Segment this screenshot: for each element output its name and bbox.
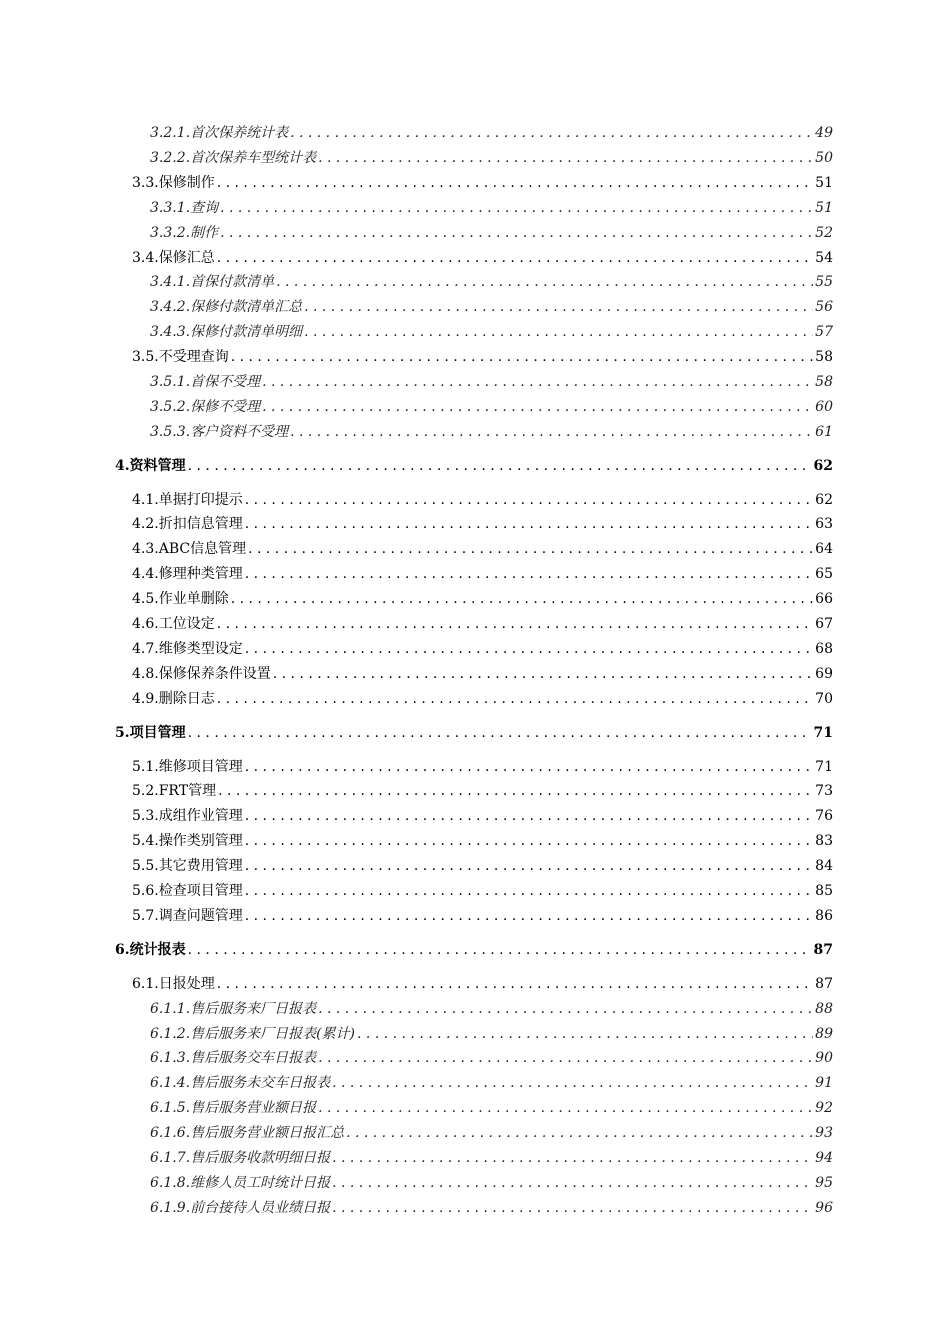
- toc-entry-number: 3.4.3.: [150, 324, 191, 340]
- dot-leader: [245, 905, 813, 927]
- toc-entry-number: 5.6.: [132, 883, 159, 899]
- toc-entry-page: 89: [815, 1026, 833, 1042]
- toc-entry-number: 6.1.: [132, 976, 159, 992]
- toc-entry-title: 售后服务来厂日报表: [190, 1001, 317, 1017]
- dot-leader: [245, 638, 813, 660]
- dot-leader: [188, 722, 812, 744]
- toc-entry-page: 73: [815, 783, 833, 799]
- toc-entry-page: 58: [815, 349, 833, 365]
- dot-leader: [332, 1197, 813, 1219]
- toc-entry-number: 6.1.7.: [150, 1150, 191, 1166]
- toc-entry-page: 64: [815, 541, 833, 557]
- toc-entry-number: 3.3.2.: [150, 225, 191, 241]
- toc-entry-page: 93: [815, 1125, 833, 1141]
- toc-entry-number: 6.1.3.: [150, 1050, 191, 1066]
- toc-entry-page: 87: [815, 976, 833, 992]
- toc-entry[interactable]: [132, 513, 833, 535]
- toc-entry-title: 首次保养车型统计表: [190, 150, 317, 166]
- dot-leader: [290, 421, 813, 443]
- toc-entry-number: 3.5.3.: [150, 424, 191, 440]
- toc-entry-page: 85: [815, 883, 833, 899]
- toc-entry-page: 50: [815, 150, 833, 166]
- dot-leader: [188, 455, 812, 477]
- toc-entry-number: 3.3.: [132, 175, 159, 191]
- toc-entry[interactable]: [132, 830, 833, 852]
- toc-entry-title: 制作: [190, 225, 219, 241]
- toc-entry-number: 5.7.: [132, 908, 159, 924]
- toc-entry-title: 首保付款清单: [190, 274, 275, 290]
- toc-entry-number: 5.3.: [132, 808, 159, 824]
- toc-entry-page: 67: [815, 616, 833, 632]
- dot-leader: [220, 197, 813, 219]
- dot-leader: [290, 122, 813, 144]
- toc-entry-page: 70: [815, 691, 833, 707]
- toc-entry[interactable]: [115, 455, 833, 477]
- dot-leader: [245, 756, 813, 778]
- toc-entry[interactable]: [150, 1072, 833, 1094]
- toc-entry-number: 5.4.: [132, 833, 159, 849]
- toc-entry-number: 3.4.2.: [150, 299, 191, 315]
- dot-leader: [245, 563, 813, 585]
- dot-leader: [318, 1097, 813, 1119]
- toc-entry-number: 5.2.: [132, 783, 159, 799]
- toc-entry-number: 3.5.2.: [150, 399, 191, 415]
- toc-entry[interactable]: [132, 805, 833, 827]
- toc-entry[interactable]: [150, 197, 833, 219]
- toc-entry-number: 4.8.: [132, 666, 159, 682]
- toc-entry-title: 成组作业管理: [158, 808, 243, 824]
- dot-leader: [231, 346, 813, 368]
- toc-entry[interactable]: [132, 563, 833, 585]
- toc-entry-title: 首保不受理: [190, 374, 261, 390]
- dot-leader: [217, 688, 813, 710]
- dot-leader: [245, 805, 813, 827]
- toc-entry-number: 6.1.6.: [150, 1125, 191, 1141]
- toc-entry-title: 保修保养条件设置: [158, 666, 271, 682]
- toc-entry-title: 项目管理: [129, 725, 186, 741]
- toc-entry-title: 售后服务来厂日报表(累计): [190, 1026, 356, 1042]
- toc-entry[interactable]: [132, 538, 833, 560]
- toc-entry-title: 检查项目管理: [158, 883, 243, 899]
- toc-entry[interactable]: [132, 663, 833, 685]
- toc-entry[interactable]: [150, 1122, 833, 1144]
- dot-leader: [262, 371, 813, 393]
- toc-entry-page: 63: [815, 516, 833, 532]
- toc-entry[interactable]: [150, 147, 833, 169]
- toc-entry-title: 售后服务未交车日报表: [190, 1075, 331, 1091]
- toc-entry-title: 单据打印提示: [158, 492, 243, 508]
- dot-leader: [245, 855, 813, 877]
- toc-entry-title: FRT管理: [158, 783, 217, 799]
- toc-entry-page: 65: [815, 566, 833, 582]
- toc-entry-title: 保修付款清单汇总: [190, 299, 303, 315]
- dot-leader: [217, 613, 813, 635]
- toc-entry-title: 统计报表: [129, 942, 186, 958]
- toc-entry[interactable]: [132, 613, 833, 635]
- toc-entry[interactable]: [132, 973, 833, 995]
- dot-leader: [248, 538, 813, 560]
- dot-leader: [318, 998, 813, 1020]
- dot-leader: [245, 830, 813, 852]
- toc-entry[interactable]: [132, 880, 833, 902]
- toc-entry-title: 售后服务收款明细日报: [190, 1150, 331, 1166]
- toc-entry-page: 71: [813, 725, 833, 741]
- toc-entry-title: 不受理查询: [158, 349, 229, 365]
- toc-entry[interactable]: [150, 122, 833, 144]
- toc-entry-title: 资料管理: [129, 458, 186, 474]
- toc-entry[interactable]: [132, 905, 833, 927]
- toc-entry[interactable]: [132, 588, 833, 610]
- toc-entry-title: 调查问题管理: [158, 908, 243, 924]
- toc-entry[interactable]: [150, 998, 833, 1020]
- toc-entry[interactable]: [132, 489, 833, 511]
- toc-entry[interactable]: [132, 247, 833, 269]
- toc-entry-number: 6.1.2.: [150, 1026, 191, 1042]
- dot-leader: [262, 396, 813, 418]
- toc-entry-page: 51: [815, 200, 833, 216]
- toc-entry-title: 维修人员工时统计日报: [190, 1175, 331, 1191]
- dot-leader: [218, 780, 813, 802]
- toc-entry-number: 4.9.: [132, 691, 159, 707]
- toc-entry-page: 68: [815, 641, 833, 657]
- toc-entry-page: 94: [815, 1150, 833, 1166]
- toc-entry-page: 55: [815, 274, 833, 290]
- toc-entry[interactable]: [115, 722, 833, 744]
- dot-leader: [318, 147, 813, 169]
- toc-entry-title: 维修项目管理: [158, 759, 243, 775]
- toc-entry[interactable]: [150, 1197, 833, 1219]
- toc-entry-page: 69: [815, 666, 833, 682]
- toc-entry-page: 62: [815, 492, 833, 508]
- dot-leader: [245, 880, 813, 902]
- toc-entry[interactable]: [150, 321, 833, 343]
- toc-entry-title: 删除日志: [158, 691, 215, 707]
- toc-entry-title: 客户资料不受理: [190, 424, 289, 440]
- dot-leader: [357, 1023, 813, 1045]
- toc-entry[interactable]: [150, 421, 833, 443]
- toc-entry-number: 5.1.: [132, 759, 159, 775]
- toc-entry-number: 3.5.1.: [150, 374, 191, 390]
- toc-entry[interactable]: [150, 1147, 833, 1169]
- toc-entry-number: 6.1.5.: [150, 1100, 191, 1116]
- toc-entry-title: 工位设定: [158, 616, 215, 632]
- toc-entry[interactable]: [132, 638, 833, 660]
- toc-entry[interactable]: [132, 346, 833, 368]
- toc-entry-title: 售后服务交车日报表: [190, 1050, 317, 1066]
- dot-leader: [332, 1072, 813, 1094]
- toc-entry-title: 保修不受理: [190, 399, 261, 415]
- toc-entry-page: 83: [815, 833, 833, 849]
- toc-entry-number: 5.: [115, 725, 130, 741]
- toc-entry-number: 4.7.: [132, 641, 159, 657]
- toc-entry[interactable]: [150, 1097, 833, 1119]
- dot-leader: [217, 973, 813, 995]
- toc-entry-page: 76: [815, 808, 833, 824]
- dot-leader: [304, 296, 813, 318]
- toc-entry-page: 56: [815, 299, 833, 315]
- toc-entry-title: 查询: [190, 200, 219, 216]
- toc-entry-title: 作业单删除: [158, 591, 229, 607]
- toc-entry[interactable]: [150, 1023, 833, 1045]
- toc-entry-title: 日报处理: [158, 976, 215, 992]
- dot-leader: [276, 271, 813, 293]
- toc-entry-number: 4.6.: [132, 616, 159, 632]
- toc-entry-number: 4.5.: [132, 591, 159, 607]
- toc-entry-number: 4.3.: [132, 541, 159, 557]
- dot-leader: [332, 1147, 813, 1169]
- dot-leader: [304, 321, 813, 343]
- toc-entry[interactable]: [150, 296, 833, 318]
- dot-leader: [220, 222, 813, 244]
- toc-entry-title: 售后服务营业额日报汇总: [190, 1125, 345, 1141]
- toc-entry-page: 95: [815, 1175, 833, 1191]
- toc-entry[interactable]: [150, 396, 833, 418]
- dot-leader: [245, 489, 813, 511]
- dot-leader: [217, 172, 813, 194]
- toc-entry-number: 4.4.: [132, 566, 159, 582]
- dot-leader: [231, 588, 813, 610]
- toc-entry-page: 71: [815, 759, 833, 775]
- toc-entry-number: 3.4.1.: [150, 274, 191, 290]
- toc-entry-number: 4.: [115, 458, 130, 474]
- toc-entry-title: 维修类型设定: [158, 641, 243, 657]
- toc-entry-page: 58: [815, 374, 833, 390]
- toc-entry[interactable]: [132, 780, 833, 802]
- toc-entry-page: 90: [815, 1050, 833, 1066]
- toc-entry-page: 86: [815, 908, 833, 924]
- toc-entry-title: 前台接待人员业绩日报: [190, 1200, 331, 1216]
- toc-entry-title: 保修制作: [158, 175, 215, 191]
- toc-entry-page: 49: [815, 125, 833, 141]
- toc-entry[interactable]: [150, 1172, 833, 1194]
- toc-entry-page: 87: [813, 942, 833, 958]
- dot-leader: [346, 1122, 813, 1144]
- toc-entry-number: 3.3.1.: [150, 200, 191, 216]
- toc-entry-page: 96: [815, 1200, 833, 1216]
- dot-leader: [332, 1172, 813, 1194]
- toc-entry-page: 88: [815, 1001, 833, 1017]
- toc-entry-title: 修理种类管理: [158, 566, 243, 582]
- toc-entry-page: 51: [815, 175, 833, 191]
- toc-entry-title: 其它费用管理: [158, 858, 243, 874]
- toc-entry-number: 6.1.4.: [150, 1075, 191, 1091]
- toc-entry-title: 保修汇总: [158, 250, 215, 266]
- dot-leader: [245, 513, 813, 535]
- toc-entry-number: 3.4.: [132, 250, 159, 266]
- toc-entry[interactable]: [150, 222, 833, 244]
- toc-entry-number: 5.5.: [132, 858, 159, 874]
- toc-entry-page: 54: [815, 250, 833, 266]
- toc-entry[interactable]: [132, 172, 833, 194]
- toc-entry-page: 62: [813, 458, 833, 474]
- toc-entry-page: 61: [815, 424, 833, 440]
- toc-entry-number: 3.2.2.: [150, 150, 191, 166]
- toc-entry-number: 6.1.1.: [150, 1001, 191, 1017]
- toc-entry[interactable]: [115, 939, 833, 961]
- toc-entry-page: 60: [815, 399, 833, 415]
- toc-entry-number: 6.1.9.: [150, 1200, 191, 1216]
- toc-entry[interactable]: [150, 371, 833, 393]
- toc-entry-title: 首次保养统计表: [190, 125, 289, 141]
- toc-entry-number: 4.2.: [132, 516, 159, 532]
- toc-entry-title: 售后服务营业额日报: [190, 1100, 317, 1116]
- toc-entry[interactable]: [150, 271, 833, 293]
- toc-entry-title: 折扣信息管理: [158, 516, 243, 532]
- toc-entry-number: 3.5.: [132, 349, 159, 365]
- dot-leader: [188, 939, 812, 961]
- dot-leader: [217, 247, 813, 269]
- toc-entry-page: 52: [815, 225, 833, 241]
- toc-entry-page: 66: [815, 591, 833, 607]
- toc-entry-page: 91: [815, 1075, 833, 1091]
- toc-entry-number: 6.: [115, 942, 130, 958]
- toc-entry-page: 84: [815, 858, 833, 874]
- toc-entry-number: 6.1.8.: [150, 1175, 191, 1191]
- toc-entry-title: 保修付款清单明细: [190, 324, 303, 340]
- toc-entry-page: 92: [815, 1100, 833, 1116]
- toc-entry-title: ABC信息管理: [158, 541, 247, 557]
- toc-entry-number: 3.2.1.: [150, 125, 191, 141]
- toc-entry[interactable]: [132, 756, 833, 778]
- toc-entry-number: 4.1.: [132, 492, 159, 508]
- toc-entry[interactable]: [132, 855, 833, 877]
- toc-entry[interactable]: [150, 1047, 833, 1069]
- toc-entry-page: 57: [815, 324, 833, 340]
- dot-leader: [273, 663, 813, 685]
- dot-leader: [318, 1047, 813, 1069]
- toc-entry[interactable]: [132, 688, 833, 710]
- toc-entry-title: 操作类别管理: [158, 833, 243, 849]
